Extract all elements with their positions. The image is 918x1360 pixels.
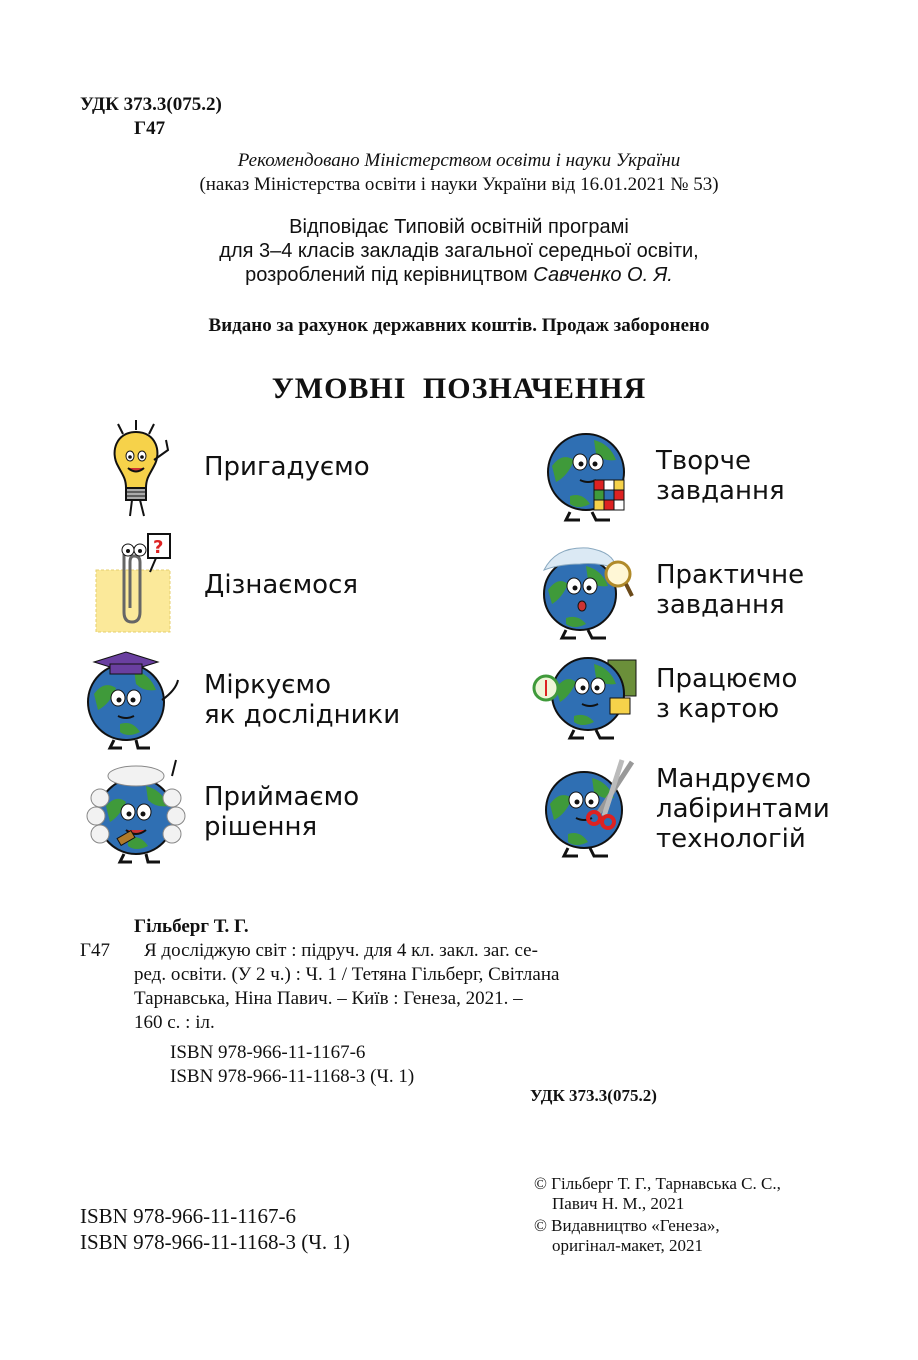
legend-label-think-line1: Міркуємо <box>204 670 332 700</box>
program-line-2: для 3–4 класів закладів загальної середньої освіти, <box>219 240 699 262</box>
legend-label-learn: Дізнаємося <box>204 570 359 600</box>
catalog-description-line2: ред. освіти. (У 2 ч.) : Ч. 1 / Тетяна Гільберг, Світлана <box>134 964 560 985</box>
legend-label-practical-line1: Практичне <box>656 560 805 590</box>
legend-label-remember: Пригадуємо <box>204 452 370 482</box>
catalog-description-line1: Я досліджую світ : підруч. для 4 кл. закл. заг. се- <box>144 940 538 961</box>
legend-title: УМОВНІ ПОЗНАЧЕННЯ <box>271 372 647 405</box>
legend-label-creative-line1: Творче <box>656 446 751 476</box>
catalog-udk: УДК 373.3(075.2) <box>530 1086 657 1105</box>
globe-rubiks-cube-icon <box>540 426 636 526</box>
legend-label-technology-line1: Мандруємо <box>656 764 812 794</box>
lightbulb-icon <box>100 418 184 520</box>
globe-scissors-icon <box>538 756 638 860</box>
notice-line: Видано за рахунок державних коштів. Продаж заборонено <box>208 315 710 336</box>
svg-text:?: ? <box>153 537 164 558</box>
footer-isbn-1: ISBN 978-966-11-1167-6 <box>80 1204 297 1228</box>
legend-label-map-line2: з картою <box>656 694 780 724</box>
legend-label-practical-line2: завдання <box>656 590 785 620</box>
program-line-3-prefix: розроблений під керівництвом <box>245 264 534 286</box>
g47-top: Г47 <box>134 118 166 139</box>
udk-top: УДК 373.3(075.2) <box>80 94 222 115</box>
copyright-authors-line1: © Гільберг Т. Г., Тарнавська С. С., <box>534 1174 781 1193</box>
recommendation-line: Рекомендовано Міністерством освіти і науки України <box>237 150 681 171</box>
globe-judge-icon <box>84 754 188 866</box>
program-line-3 <box>0 264 918 287</box>
legend-label-decide-line1: Приймаємо <box>204 782 360 812</box>
legend-label-technology-line2: лабіринтами <box>656 794 830 824</box>
copyright-authors-line2: Павич Н. М., 2021 <box>552 1194 685 1213</box>
globe-graduate-icon <box>80 644 184 752</box>
paperclip-note-icon <box>94 532 174 636</box>
order-line: (наказ Міністерства освіти і науки України від 16.01.2021 № 53) <box>199 174 719 195</box>
copyright-publisher-line2: оригінал-макет, 2021 <box>552 1236 703 1255</box>
program-line-1: Відповідає Типовій освітній програмі <box>289 216 629 238</box>
copyright-publisher-line1: © Видавництво «Генеза», <box>534 1216 720 1235</box>
catalog-description-line4: 160 с. : іл. <box>134 1012 215 1033</box>
globe-compass-map-icon <box>532 648 640 744</box>
catalog-description-line3: Тарнавська, Ніна Павич. – Київ : Генеза, 2021. – <box>134 988 523 1009</box>
footer-isbn-2: ISBN 978-966-11-1168-3 (Ч. 1) <box>80 1230 350 1254</box>
catalog-code: Г47 <box>80 940 110 961</box>
legend-label-decide-line2: рішення <box>204 812 318 842</box>
legend-label-technology-line3: технологій <box>656 824 806 854</box>
legend-label-think-line2: як дослідники <box>204 700 401 730</box>
catalog-isbn-2: ISBN 978-966-11-1168-3 (Ч. 1) <box>170 1066 415 1087</box>
catalog-author: Гільберг Т. Г. <box>134 916 249 937</box>
legend-label-map-line1: Працюємо <box>656 664 798 694</box>
program-author: Савченко О. Я. <box>533 264 673 286</box>
globe-magnifier-icon <box>536 540 636 640</box>
legend-label-creative-line2: завдання <box>656 476 785 506</box>
catalog-isbn-1: ISBN 978-966-11-1167-6 <box>170 1042 366 1063</box>
